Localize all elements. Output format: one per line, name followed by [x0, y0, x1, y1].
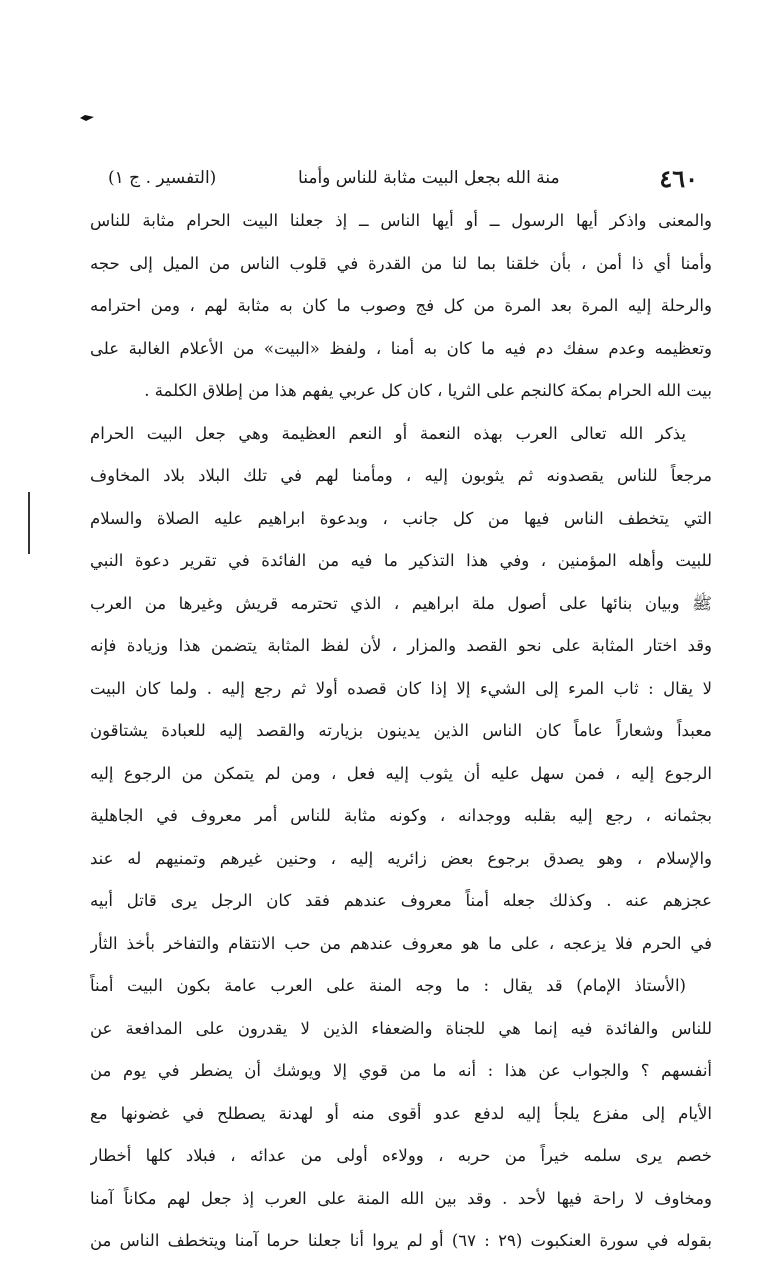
- text-line: مرجعاً للناس يقصدونه ثم يثوبون إليه ، ومأمنا لهم في تلك البلاد بلاد المخاوف: [90, 466, 712, 485]
- text-line: التي يتخطف الناس فيها من كل جانب ، وبدعوة ابراهيم عليه الصلاة والسلام: [90, 508, 712, 528]
- ink-mark-icon: [80, 114, 94, 122]
- body-text: [90, 200, 712, 1263]
- text-line: الأيام إلى مفزع يلجأ إليه لدفع عدو أقوى منه أو لهدنة يصطلح في غضونها مع: [90, 1103, 712, 1123]
- text-line: للناس والفائدة فيه إنما هي للجناة والضعفاء الذين لا يقدرون على المدافعة عن: [90, 1018, 712, 1038]
- text-line: للبيت وأهله المؤمنين ، وفي هذا التذكير ما فيه من الفائدة في تقرير دعوة النبي: [90, 551, 712, 570]
- text-line: خصم يرى سلمه خيراً من حربه ، وولاءه أولى من عدائه ، فبلاد كلها أخطار: [90, 1146, 712, 1165]
- text-line: الرجوع إليه ، فمن سهل عليه أن يثوب إليه فعل ، ومن لم يتمكن من الرجوع إليه: [90, 763, 712, 783]
- text-line: والمعنى واذكر أيها الرسول ــ أو أيها الناس ــ إذ جعلنا البيت الحرام مثابة للناس: [90, 211, 712, 230]
- text-line: يذكر الله تعالى العرب بهذه النعمة أو النعم العظيمة وهي جعل البيت الحرام: [90, 423, 686, 443]
- text-line: وقد اختار المثابة على نحو القصد والمزار ، لأن لفظ المثابة يتضمن هذا وزيادة فإنه: [90, 636, 712, 655]
- text-line: أنفسهم ؟ والجواب عن هذا : أنه ما من قوي إلا ويوشك أن يضطر في يوم من: [90, 1061, 712, 1080]
- margin-rule: [28, 492, 30, 554]
- text-line: عجزهم عنه . وكذلك جعله أمناً معروف عندهم فقد كان الرجل يرى قاتل أبيه: [90, 891, 712, 910]
- section-label: (التفسير . ج ١): [108, 168, 217, 188]
- text-line: معبداً وشعاراً عاماً كان الناس الذين يدينون بزيارته والقصد إليه للعبادة يشتاقون: [90, 721, 712, 740]
- text-line: في الحرم فلا يزعجه ، على ما هو معروف عندهم من حب الانتقام والتفاخر بأخذ الثأر: [90, 933, 712, 953]
- text-line: بجثمانه ، رجع إليه بقلبه ووجدانه ، وكونه مثابة للناس أمر معروف في الجاهلية: [90, 806, 712, 825]
- text-line: لا يقال : ثاب المرء إلى الشيء إلا إذا كان قصده أولا ثم رجع إليه . ولما كان البيت: [90, 678, 712, 698]
- text-line: ومخاوف لا راحة فيها لأحد . وقد بين الله المنة على العرب إذ جعل لهم مكاناً آمنا: [90, 1188, 712, 1208]
- page-header: [108, 158, 698, 198]
- text-line: والإسلام ، وهو يصدق برجوع بعض زائريه إليه ، وحنين غيرهم وتمنيهم له عند: [90, 848, 712, 868]
- text-line: بقوله في سورة العنكبوت (٢٩ : ٦٧) أو لم يروا أنا جعلنا حرما آمنا ويتخطف الناس من: [90, 1231, 712, 1250]
- text-line: بيت الله الحرام بمكة كالنجم على الثريا ، كان كل عربي يفهم هذا من إطلاق الكلمة .: [144, 381, 712, 400]
- page-number: ٤٦٠: [659, 163, 698, 193]
- text-line: وأمنا أي ذا أمن ، بأن خلقنا بما لنا من القدرة في قلوب الناس من الميل إلى حجه: [90, 253, 712, 273]
- text-line: ﷺ وبيان بنائها على أصول ملة ابراهيم ، الذي تحترمه قريش وغيرها من العرب: [90, 593, 712, 613]
- text-line: والرحلة إليه المرة بعد المرة من كل فج وصوب ما كان به مثابة لهم ، ومن احترامه: [90, 296, 712, 315]
- running-title: منة الله بجعل البيت مثابة للناس وأمنا: [298, 168, 560, 188]
- text-line: وتعظيمه وعدم سفك دم فيه ما كان به أمنا ، ولفظ «البيت» من الأعلام الغالبة على: [90, 338, 712, 358]
- text-line: (الأستاذ الإمام) قد يقال : ما وجه المنة على العرب عامة بكون البيت أمناً: [90, 976, 686, 995]
